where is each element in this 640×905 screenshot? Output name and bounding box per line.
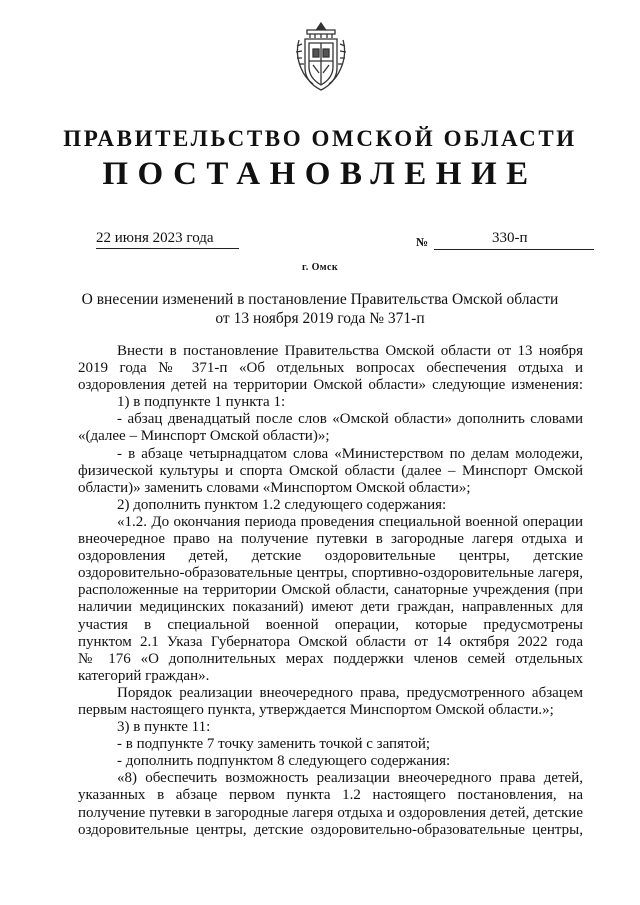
city-label: г. Омск <box>301 262 338 273</box>
body-line: оздоровления детей на территории Омской области» следующие изменения: <box>78 377 583 394</box>
number-underline <box>434 249 594 250</box>
body-line: «(далее – Минспорт Омской области)»; <box>78 428 330 445</box>
body-line: указанных в абзаце первом пункта 1.2 настоящего постановления, на <box>78 787 583 804</box>
body-line: области)» заменить словами «Минспортом Омской области»; <box>78 479 471 496</box>
government-title: ПРАВИТЕЛЬСТВО ОМСКОЙ ОБЛАСТИ <box>63 126 577 151</box>
body-line: пунктом 2.1 Указа Губернатора Омской области от 14 октября 2022 года <box>78 633 583 650</box>
body-line: № 176 «О дополнительных мерах поддержки членов семей отдельных <box>78 650 583 667</box>
body-line: физической культуры и спорта Омской области (далее – Минспорт Омской <box>78 462 583 479</box>
body-line: - абзац двенадцатый после слов «Омской области» дополнить словами <box>117 411 583 428</box>
body-line: - дополнить подпунктом 8 следующего содержания: <box>117 753 451 770</box>
body-line: «1.2. До окончания периода проведения специальной военной операции <box>117 513 583 530</box>
document-body <box>78 343 583 839</box>
subject-line: от 13 ноября 2019 года № 371-п <box>215 310 425 327</box>
body-line: первым настоящего пункта, утверждается Минспортом Омской области.»; <box>78 701 554 718</box>
document-date: 22 июня 2023 года <box>96 230 239 249</box>
body-line: категорий граждан». <box>78 667 210 684</box>
body-line: внеочередное право на получение путевки в загородные лагеря отдыха и <box>78 531 583 548</box>
body-line: 2) дополнить пунктом 1.2 следующего содержания: <box>117 496 447 513</box>
coat-of-arms-emblem <box>293 20 349 94</box>
body-line: - в абзаце четырнадцатом слова «Министерством по делам молодежи, <box>117 445 583 462</box>
body-line: получение путевки в загородные лагеря отдыха и оздоровления детей, детские <box>78 804 583 821</box>
document-type-title: ПОСТАНОВЛЕНИЕ <box>102 156 538 192</box>
body-line: 2019 года № 371-п «Об отдельных вопросах обеспечения отдыха и <box>78 360 583 377</box>
body-line: участия в специальной военной операции, которые предусмотрены <box>78 616 583 633</box>
body-line: 3) в пункте 11: <box>117 719 211 736</box>
body-line: расположенные на территории Омской области, санаторные учреждения (при <box>78 582 583 599</box>
subject-line: О внесении изменений в постановление Правительства Омской области <box>81 291 559 308</box>
body-line: - в подпункте 7 точку заменить точкой с запятой; <box>117 736 431 753</box>
body-line: Внести в постановление Правительства Омской области от 13 ноября <box>117 343 583 359</box>
body-line: оздоровительные центры, детские оздоровительно-образовательные центры, <box>78 821 583 838</box>
number-sign: № <box>416 235 429 249</box>
body-line: 1) в подпункте 1 пункта 1: <box>117 394 286 411</box>
body-line: оздоровительно-образовательные центры, спортивно-оздоровительные лагеря, <box>78 565 583 582</box>
document-subject <box>60 290 580 328</box>
body-line: «8) обеспечить возможность реализации внеочередного права детей, <box>117 770 583 787</box>
body-line: Порядок реализации внеочередного права, предусмотренного абзацем <box>117 684 583 701</box>
document-number: 330-п <box>492 230 528 246</box>
body-line: наличии медицинских показаний) имеют дети граждан, направленных для <box>78 599 583 616</box>
body-line: оздоровления детей, детские оздоровительные центры, детские <box>78 548 583 565</box>
